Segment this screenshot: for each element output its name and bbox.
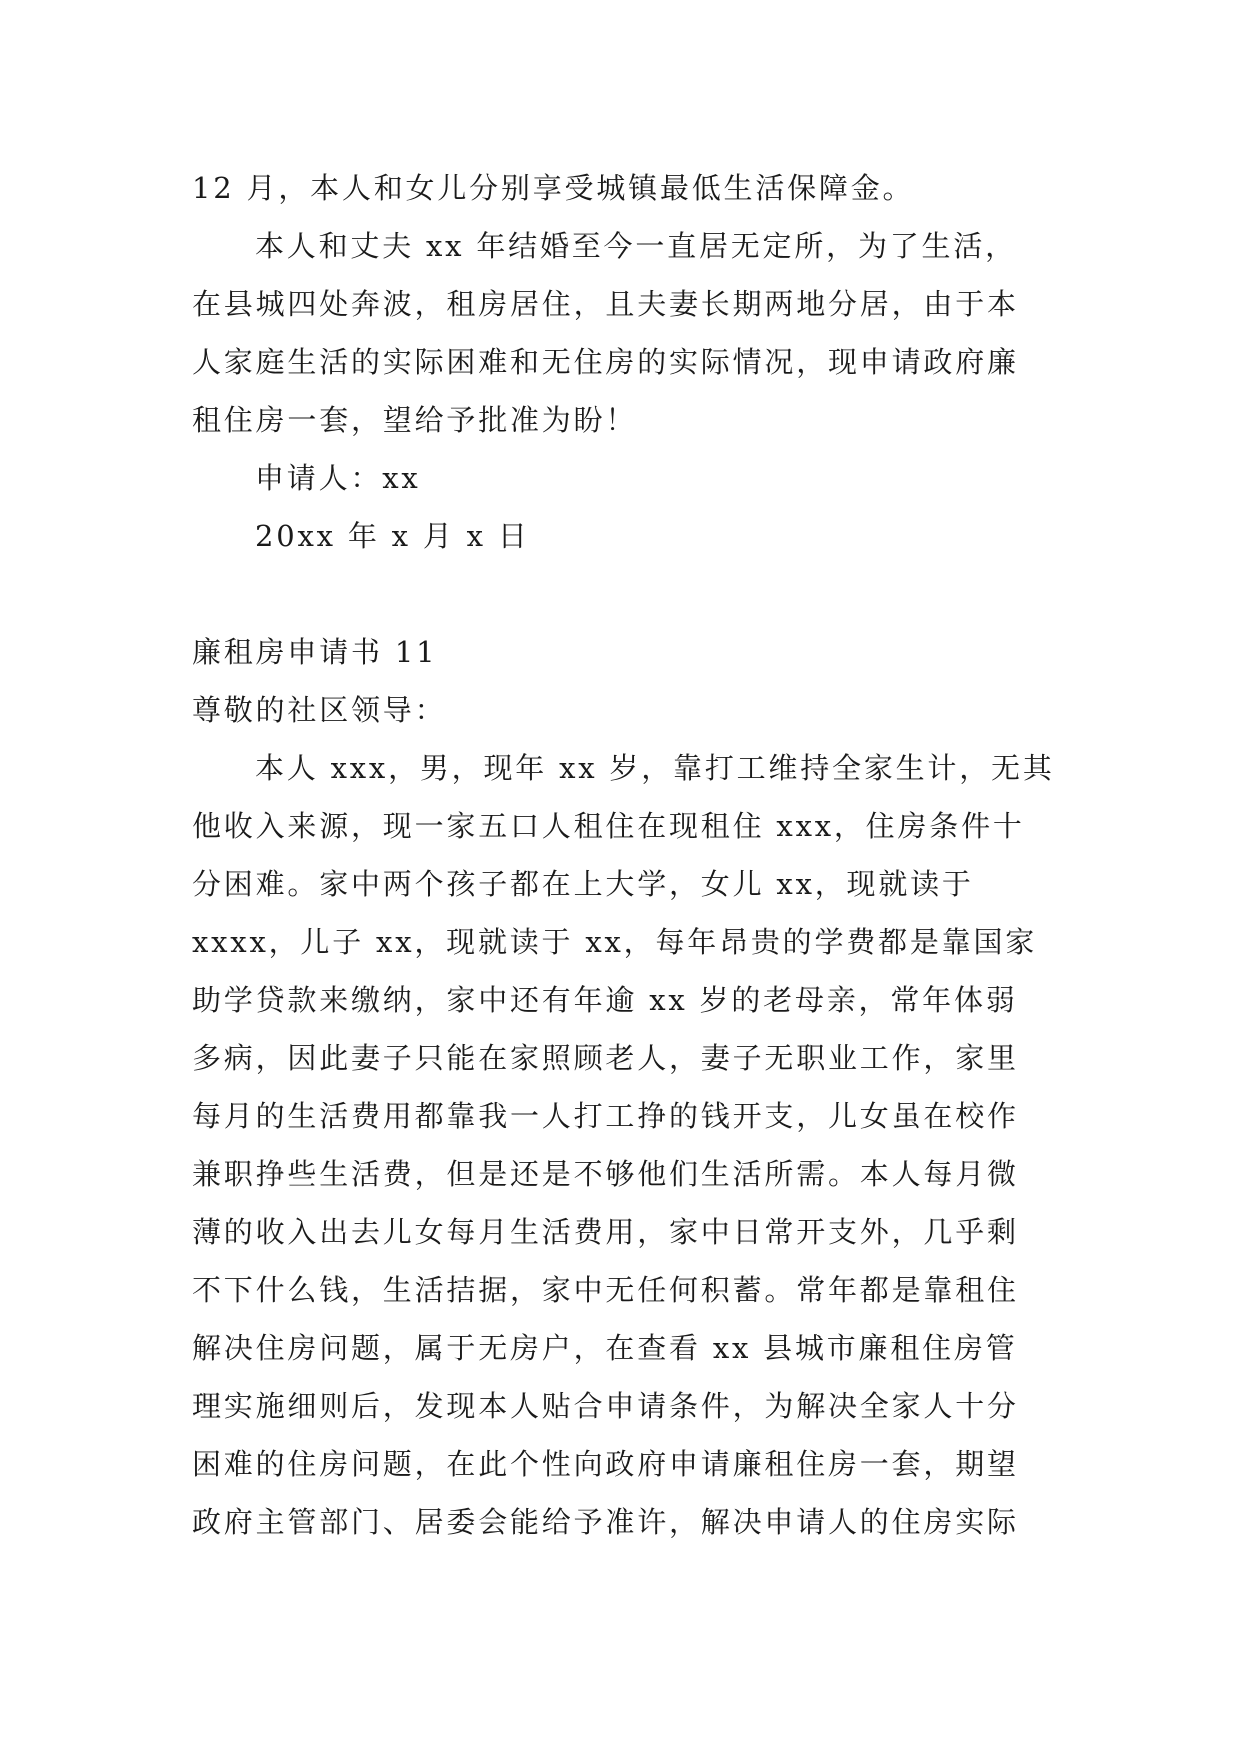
paragraph-line: 不下什么钱，生活拮据，家中无任何积蓄。常年都是靠租住 bbox=[192, 1273, 1019, 1307]
paragraph-line: 分困难。家中两个孩子都在上大学，女儿 xx，现就读于 bbox=[192, 867, 974, 901]
paragraph-line: 薄的收入出去儿女每月生活费用，家中日常开支外，几乎剩 bbox=[192, 1215, 1019, 1249]
paragraph-line: xxxx，儿子 xx，现就读于 xx，每年昂贵的学费都是靠国家 bbox=[192, 925, 1038, 959]
paragraph-line: 租住房一套，望给予批准为盼！ bbox=[192, 403, 638, 437]
salutation: 尊敬的社区领导： bbox=[192, 693, 447, 727]
paragraph-line: 政府主管部门、居委会能给予准许，解决申请人的住房实际 bbox=[192, 1505, 1019, 1539]
paragraph-line: 每月的生活费用都靠我一人打工挣的钱开支，儿女虽在校作 bbox=[192, 1099, 1019, 1133]
paragraph-line: 多病，因此妻子只能在家照顾老人，妻子无职业工作，家里 bbox=[192, 1041, 1019, 1075]
paragraph-line: 困难的住房问题，在此个性向政府申请廉租住房一套，期望 bbox=[192, 1447, 1019, 1481]
paragraph-line: 本人 xxx，男，现年 xx 岁，靠打工维持全家生计，无其 bbox=[255, 751, 1055, 785]
section-title: 廉租房申请书 11 bbox=[192, 635, 438, 669]
paragraph-line: 人家庭生活的实际困难和无住房的实际情况，现申请政府廉 bbox=[192, 345, 1019, 379]
applicant-line: 申请人：xx bbox=[255, 461, 421, 495]
paragraph-line: 他收入来源，现一家五口人租住在现租住 xxx，住房条件十 bbox=[192, 809, 1025, 843]
date-line: 20xx 年 x 月 x 日 bbox=[255, 519, 530, 553]
paragraph-line: 理实施细则后，发现本人贴合申请条件，为解决全家人十分 bbox=[192, 1389, 1019, 1423]
paragraph-line: 在县城四处奔波，租房居住，且夫妻长期两地分居，由于本 bbox=[192, 287, 1019, 321]
paragraph-line: 解决住房问题，属于无房户，在查看 xx 县城市廉租住房管 bbox=[192, 1331, 1018, 1365]
paragraph-line: 本人和丈夫 xx 年结婚至今一直居无定所，为了生活， bbox=[255, 229, 1017, 263]
paragraph-line: 兼职挣些生活费，但是还是不够他们生活所需。本人每月微 bbox=[192, 1157, 1019, 1191]
paragraph-line: 助学贷款来缴纳，家中还有年逾 xx 岁的老母亲，常年体弱 bbox=[192, 983, 1018, 1017]
paragraph-line: 12 月，本人和女儿分别享受城镇最低生活保障金。 bbox=[192, 171, 915, 205]
